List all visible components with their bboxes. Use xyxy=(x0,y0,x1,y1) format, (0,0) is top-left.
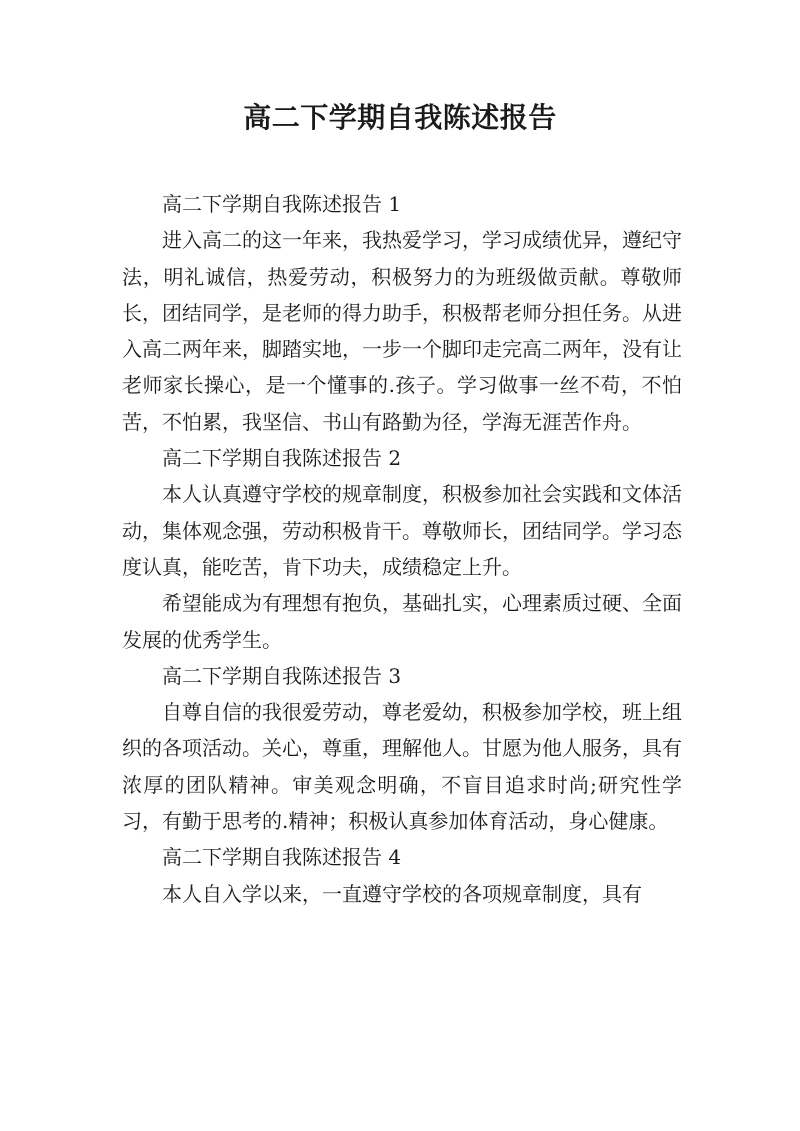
section-heading-4: 高二下学期自我陈述报告 4 xyxy=(162,845,402,870)
paragraph-3: 希望能成为有理想有抱负，基础扎实，心理素质过硬、全面发展的优秀学生。 xyxy=(122,591,682,652)
document-body xyxy=(122,186,682,912)
section-heading-1: 高二下学期自我陈述报告 1 xyxy=(162,192,402,216)
paragraph-5: 本人自入学以来，一直遵守学校的各项规章制度，具有 xyxy=(162,881,642,906)
paragraph-2: 本人认真遵守学校的规章制度，积极参加社会实践和文体活动，集体观念强，劳动积极肯干。尊敬师长，团结同学。学习态度认真，能吃苦，肯下功夫，成绩稳定上升。 xyxy=(122,482,682,579)
section-heading-3: 高二下学期自我陈述报告 3 xyxy=(162,663,402,688)
paragraph-4: 自尊自信的我很爱劳动，尊老爱幼，积极参加学校，班上组织的各项活动。关心，尊重，理解他人。甘愿为他人服务，具有浓厚的团队精神。审美观念明确，不盲目追求时尚;研究性学习，有勤于思考的.精神；积极认真参加体育活动，身心健康。 xyxy=(122,700,682,834)
section-heading-2: 高二下学期自我陈述报告 2 xyxy=(162,446,402,471)
document-title: 高二下学期自我陈述报告 xyxy=(243,101,557,134)
paragraph-1: 进入高二的这一年来，我热爱学习，学习成绩优异，遵纪守法，明礼诚信，热爱劳动，积极努力的为班级做贡献。尊敬师长，团结同学，是老师的得力助手，积极帮老师分担任务。从进入高二两年来，脚踏实地，一步一个脚印走完高二两年，没有让老师家长操心，是一个懂事的.孩子。学习做事一丝不苟，不怕苦，不怕累，我坚信、书山有路勤为径，学海无涯苦作舟。 xyxy=(122,228,682,434)
